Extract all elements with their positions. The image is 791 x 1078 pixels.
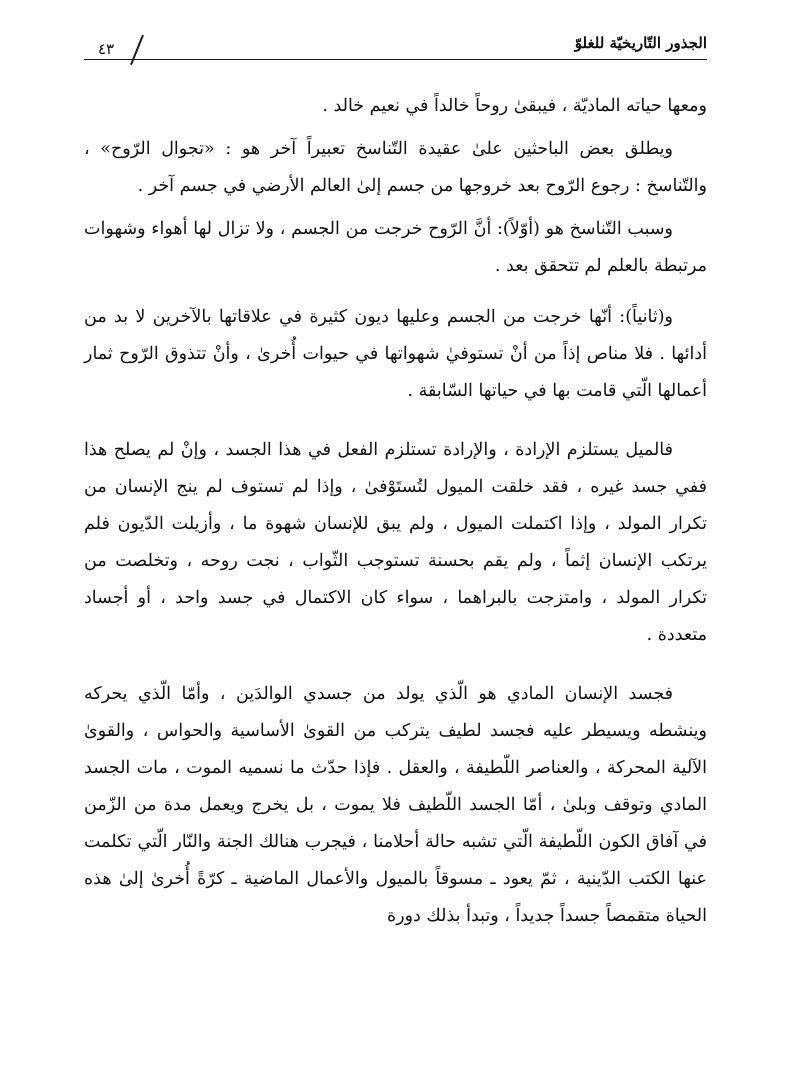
page-number-box: [84, 40, 170, 60]
page-number: ٤٣: [98, 40, 115, 58]
paragraph: ومعها حياته الماديّة ، فيبقىٰ روحاً خالداً في نعيم خالد .: [322, 96, 707, 116]
header-divider: [84, 59, 707, 60]
paragraph: فالميل يستلزم الإرادة ، والإرادة تستلزم الفعل في هذا الجسد ، وإنْ لم يصلح هذا ففي جسد غيره ، فقد خلقت الميول لتُستَوْفىٰ ، وإذا لم تستوف لم ينج الإنسان من تكرار المولد ، وإذا اكتملت الميول ، ولم يبق للإنسان شهوة ما ، وأزيلت الدّيون فلم يرتكب الإنسان إثماً ، ولم يقم بحسنة تستوجب الثّواب ، نجت روحه ، وتخلصت من تكرار المولد ، وامتزجت بالبراهما ، سواء كان الاكتمال في جسد واحد ، أو أجساد متعددة .: [84, 440, 707, 645]
page-header: [84, 34, 707, 66]
paragraph: ويطلق بعض الباحثين علىٰ عقيدة التّناسخ تعبيراً آخر هو : «تجوال الرّوح» ، والتّناسخ : رجوع الرّوح بعد خروجها من جسم إلىٰ العالم الأرضي في جسم آخر .: [84, 139, 707, 196]
running-head-title: الجذور التّاريخيّة للغلوّ: [574, 34, 707, 52]
paragraph: و(ثانياً): أنّها خرجت من الجسم وعليها ديون كثيرة في علاقاتها بالآخرين لا بد من أدائها . فلا مناص إذاً من أنْ تستوفيٰ شهواتها في حيوات أُخرىٰ ، وأنْ تتذوق الرّوح ثمار أعمالها الّتي قامت بها في حياتها السّابقة .: [84, 307, 707, 401]
folio-slant-rule: [130, 35, 143, 65]
paragraph: وسبب التّناسخ هو (أوّلاً): أنَّ الرّوح خرجت من الجسم ، ولا تزال لها أهواء وشهوات مرتبطة بالعلم لم تتحقق بعد .: [84, 219, 707, 276]
paragraph: فجسد الإنسان المادي هو الّذي يولد من جسدي الوالدَين ، وأمّا الّذي يحركه وينشطه ويسيطر عليه فجسد لطيف يتركب من القوىٰ الأساسية والحواس ، والقوىٰ الآلية المحركة ، والعناصر اللّطيفة ، والعقل . فإذا حدّث ما نسميه الموت ، مات الجسد المادي وتوقف وبلىٰ ، أمّا الجسد اللّطيف فلا يموت ، بل يخرج ويعمل مدة من الزّمن في آفاق الكون اللّطيفة الّتي تشبه حالة أحلامنا ، فيجرب هنالك الجنة والنّار الّتي تكلمت عنها الكتب الدّينية ، ثمّ يعود ـ مسوقاً بالميول والأعمال الماضية ـ كرّةً أُخرىٰ إلىٰ هذه الحياة متقمصاً جسداً جديداً ، وتبدأ بذلك دورة: [84, 684, 707, 926]
body-text: [84, 88, 707, 935]
